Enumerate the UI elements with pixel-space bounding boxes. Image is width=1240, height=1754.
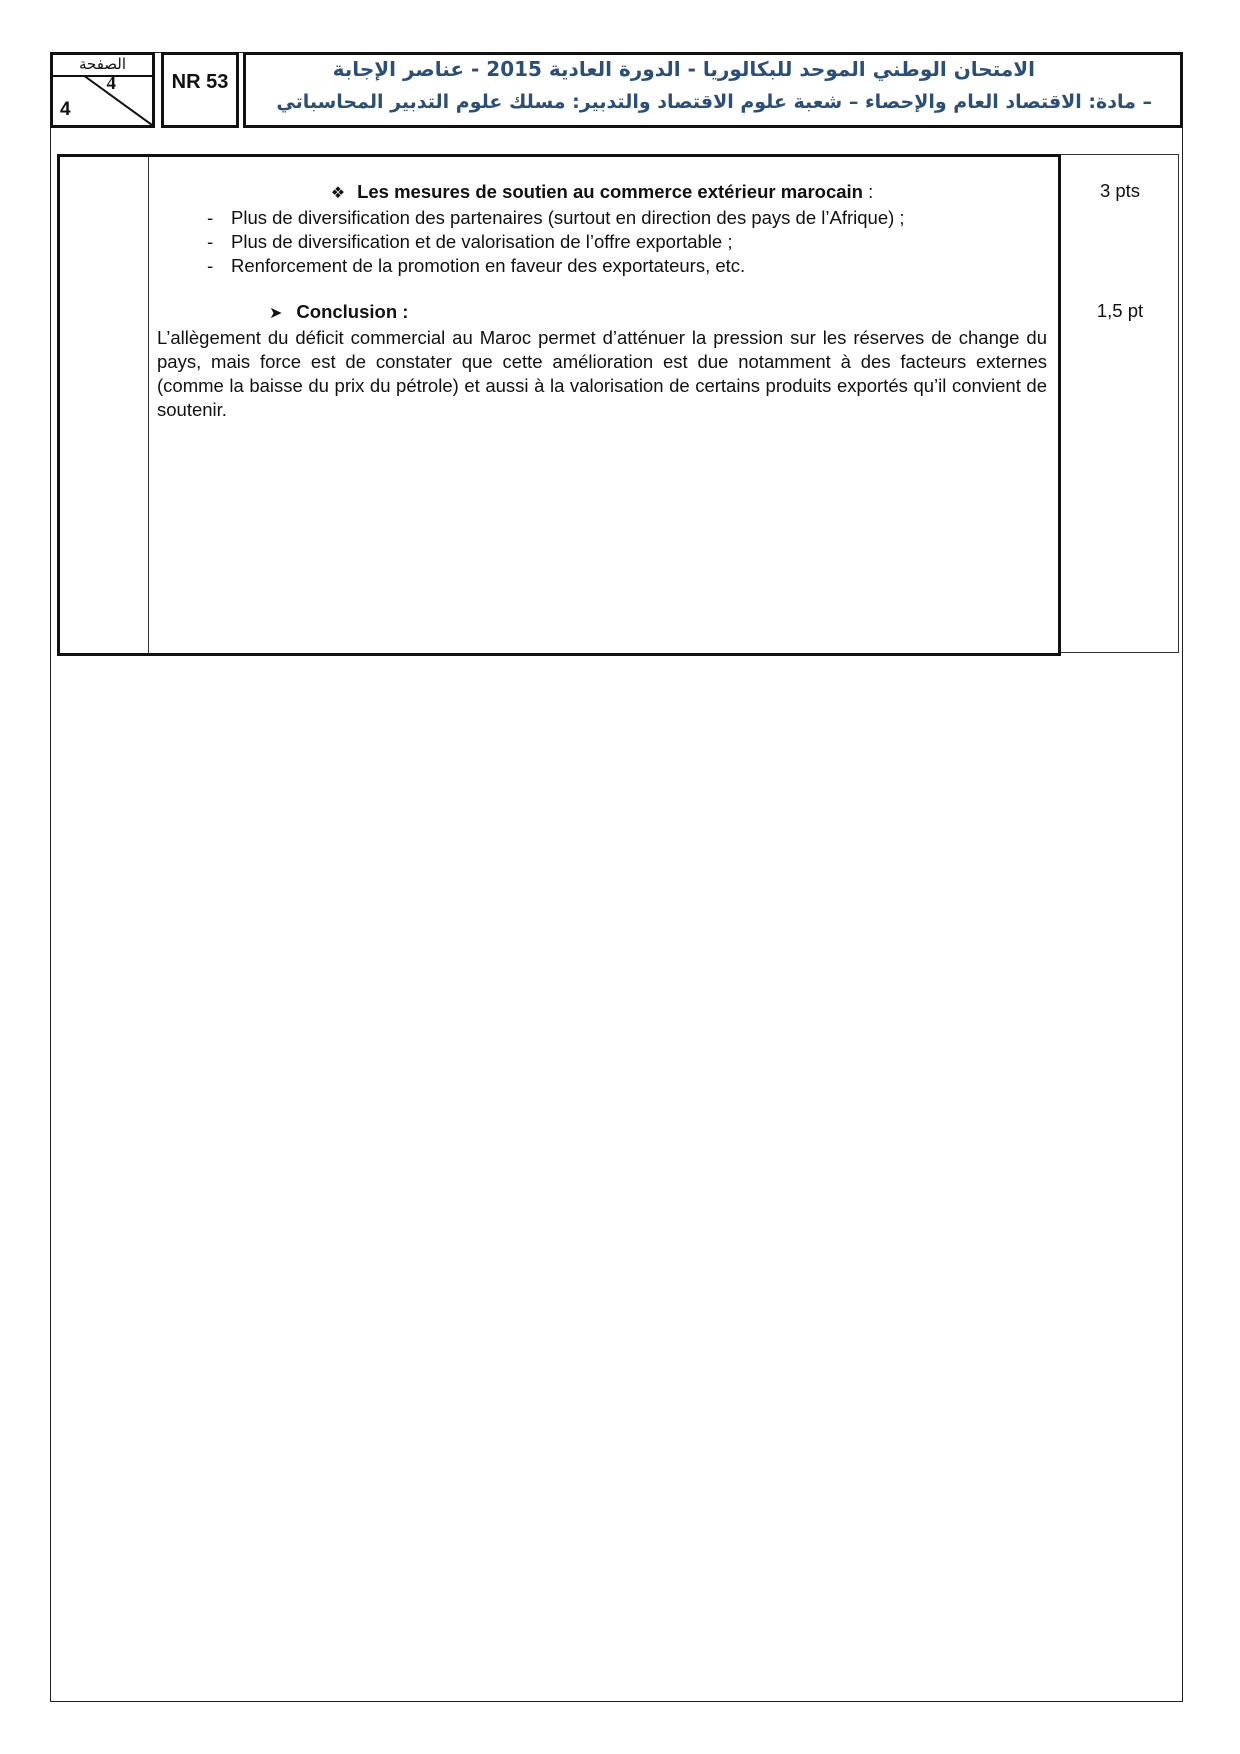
conclusion-text: L’allègement du déficit commercial au Maroc permet d’atténuer la pression sur les réserves de change du pays, mais force est de constater que cette amélioration est due notamment à des facteurs externes (comme la baisse du prix du pétrole) et aussi à la valorisation de certains produits exportés qu’il convient de soutenir. (157, 327, 1047, 420)
exam-code: NR 53 (171, 70, 229, 93)
question-number-column (60, 157, 149, 653)
page-total: 4 (60, 99, 71, 120)
points-column (1061, 154, 1179, 653)
page-label: الصفحة (53, 55, 152, 77)
conclusion-heading: ➤ Conclusion : (269, 301, 409, 322)
conclusion-points: 1,5 pt (1096, 300, 1144, 321)
measures-heading: ❖ Les mesures de soutien au commerce extérieur marocain : (330, 181, 874, 202)
page-indicator-box (50, 52, 155, 128)
arrow-bullet-icon: ➤ (269, 305, 283, 322)
exam-code-box (161, 52, 239, 128)
list-item: - Plus de diversification et de valorisation de l’offre exportable ; (207, 231, 733, 252)
exam-title: الامتحان الوطني الموحد للبكالوريا - الدورة العادية 2015 - عناصر الإجابة (332, 57, 1035, 81)
dash-bullet-icon: - (207, 231, 214, 252)
diamond-bullet-icon: ❖ (330, 185, 346, 202)
page-number: 4 (106, 73, 116, 94)
answer-content (157, 180, 1047, 422)
dash-bullet-icon: - (207, 255, 214, 276)
measures-points: 3 pts (1099, 180, 1141, 201)
list-item: - Plus de diversification des partenaires (surtout en direction des pays de l’Afrique) ; (207, 207, 905, 228)
exam-subject: – مادة: الاقتصاد العام والإحصاء – شعبة علوم الاقتصاد والتدبير: مسلك علوم التدبير المحاسباتي (276, 91, 1152, 113)
measures-list (157, 206, 1047, 278)
exam-title-box (243, 52, 1183, 128)
dash-bullet-icon: - (207, 207, 214, 228)
list-item: - Renforcement de la promotion en faveur des exportateurs, etc. (207, 255, 746, 276)
